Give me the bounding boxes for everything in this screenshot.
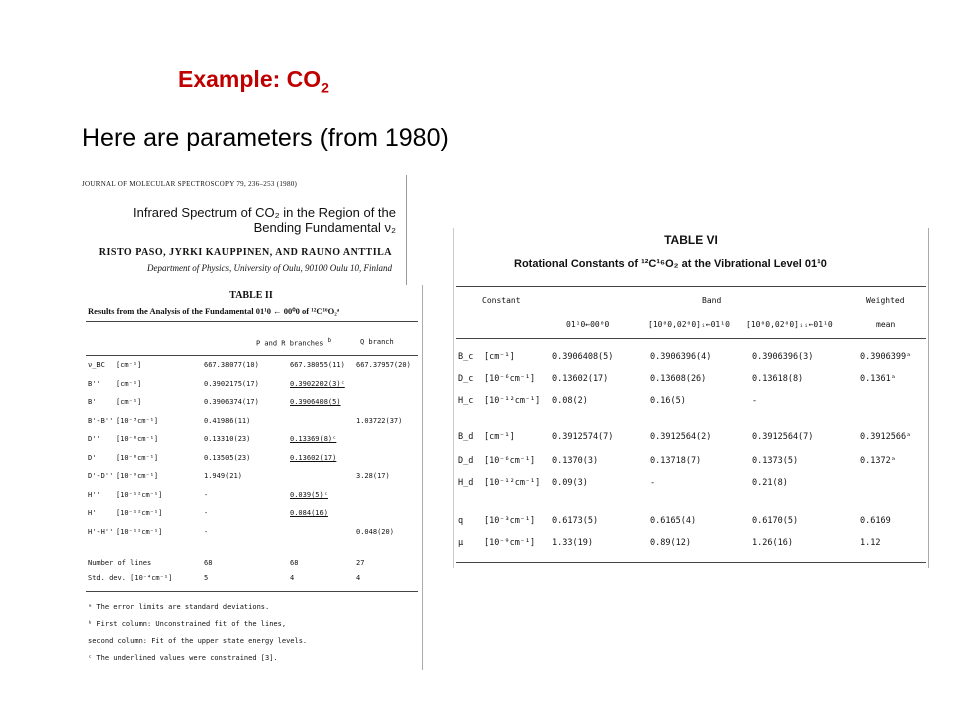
table-cell-value: 0.1373(5) <box>752 456 799 466</box>
table-cell-symbol: ν_BC <box>88 361 105 369</box>
table-row <box>86 472 420 488</box>
table-cell-unit: [10⁻⁶cm⁻¹] <box>116 435 159 443</box>
table-cell-symbol: D'-D'' <box>88 472 114 480</box>
table-cell-symbol: D_c <box>458 374 474 384</box>
table-cell-value: 0.16(5) <box>650 396 686 406</box>
table-cell-value: - <box>204 490 209 499</box>
footnote: ᵃ The error limits are standard deviations. <box>88 603 270 611</box>
table-row <box>86 398 420 414</box>
table-cell-value: 0.084(16) <box>290 509 328 517</box>
footnote: ᶜ The underlined values were constrained [3]. <box>88 654 278 662</box>
table-ii-col-pr <box>256 338 331 347</box>
slide-title <box>178 66 329 96</box>
table-cell-value: 68 <box>290 559 299 567</box>
table-row <box>456 516 926 536</box>
table-vi-col-constant: Constant <box>482 296 521 305</box>
footnote: ᵇ First column: Unconstrained fit of the lines, <box>88 620 287 628</box>
table-cell-value: 4 <box>290 574 295 582</box>
table-cell-value: 1.33(19) <box>552 538 593 548</box>
table-row <box>456 432 926 452</box>
table-cell-label: Number of lines <box>88 559 152 567</box>
table-ii-col-q: Q branch <box>360 338 394 346</box>
table-cell-value: - <box>204 527 209 536</box>
table-cell-value: 3.28(17) <box>356 472 390 480</box>
table-cell-value: 0.1361ᵃ <box>860 374 896 384</box>
table-cell-label: Std. dev. [10⁻⁴cm⁻¹] <box>88 574 173 582</box>
table-cell-unit: [10⁻¹²cm⁻¹] <box>484 478 541 488</box>
table-cell-unit: [10⁻⁶cm⁻¹] <box>116 453 159 462</box>
table-cell-value: 0.1370(3) <box>552 456 599 466</box>
table-cell-value: 0.13618(8) <box>752 374 804 384</box>
table-row <box>456 478 926 498</box>
table-row <box>456 374 926 394</box>
table-cell-unit: [10⁻³cm⁻¹] <box>484 516 536 526</box>
table-vi-caption: Rotational Constants of ¹²C¹⁶O₂ at the Vibrational Level 01¹0 <box>514 258 827 270</box>
table-cell-value: 0.13369(8)ᶜ <box>290 435 337 443</box>
table-row <box>86 380 420 396</box>
table-cell-unit: [cm⁻¹] <box>116 361 142 369</box>
table-cell-symbol: B_d <box>458 432 474 442</box>
table-cell-value: 0.21(8) <box>752 478 788 488</box>
table-ii-caption: Results from the Analysis of the Fundamental 01¹0 ← 00⁰0 of ¹²C¹⁶O₂ᵃ <box>88 306 340 316</box>
table-vi-rule <box>456 286 926 287</box>
table-vi-subcol-1: 01¹0←00⁰0 <box>566 320 610 329</box>
table-cell-symbol: B_c <box>458 352 474 362</box>
table-cell-value: 0.3906396(4) <box>650 352 712 362</box>
table-cell-unit: [cm⁻¹] <box>484 432 515 442</box>
table-cell-value: 0.3906408(5) <box>552 352 614 362</box>
slide-subtitle: Here are parameters (from 1980) <box>82 124 449 152</box>
slide-title-subscript: 2 <box>321 79 329 96</box>
footnote: second column: Fit of the upper state energy levels. <box>88 637 308 645</box>
table-cell-value: 0.41986(11) <box>204 416 251 425</box>
table-cell-unit: [10⁻¹²cm⁻¹] <box>116 527 163 536</box>
table-cell-value: 0.3906374(17) <box>204 398 259 406</box>
table-cell-symbol: H'' <box>88 490 101 499</box>
table-cell-value: 0.6170(5) <box>752 516 799 526</box>
table-ii-col-pr-note: b <box>327 338 332 344</box>
table-cell-symbol: D' <box>88 453 97 462</box>
table-vi-col-mean: mean <box>876 320 896 329</box>
table-cell-unit: [cm⁻¹] <box>116 379 142 388</box>
table-cell-unit: [10⁻⁶cm⁻¹] <box>484 374 536 384</box>
table-cell-value: - <box>752 396 758 406</box>
table-cell-value: 1.03722(37) <box>356 416 403 425</box>
table-cell-symbol: q <box>458 516 464 526</box>
table-cell-value: 0.3902175(17) <box>204 379 259 388</box>
table-cell-symbol: H_d <box>458 478 474 488</box>
table-row <box>86 491 420 507</box>
table-cell-value: 0.89(12) <box>650 538 691 548</box>
table-row <box>86 417 420 433</box>
table-cell-value: 0.13602(17) <box>552 374 609 384</box>
table-vi-subcol-3: [10⁰0,02⁰0]ᵢᵢ←01¹0 <box>746 320 833 329</box>
table-cell-unit: [cm⁻¹] <box>116 398 142 406</box>
table-cell-value: 0.13505(23) <box>204 453 251 462</box>
table-cell-value: 1.26(16) <box>752 538 793 548</box>
table-ii-col-pr-label: P and R branches <box>256 339 324 348</box>
paper-affiliation: Department of Physics, University of Oulu, 90100 Oulu 10, Finland <box>147 263 392 273</box>
table-cell-symbol: H_c <box>458 396 474 406</box>
table-vi-col-band: Band <box>702 296 722 305</box>
table-cell-value: 0.13608(26) <box>650 374 707 384</box>
table-cell-value: 667.38055(11) <box>290 361 345 369</box>
table-vi-rule <box>456 562 926 563</box>
table-cell-value: 0.3906399ᵃ <box>860 352 912 362</box>
table-ii-image <box>80 285 423 670</box>
table-cell-value: 0.08(2) <box>552 396 588 406</box>
paper-header-image <box>80 175 407 286</box>
table-row <box>86 435 420 451</box>
table-row <box>456 352 926 372</box>
table-ii-heading: TABLE II <box>229 290 273 301</box>
table-cell-value: 0.6165(4) <box>650 516 697 526</box>
table-ii-rule <box>86 321 418 322</box>
table-vi-heading: TABLE VI <box>664 233 718 247</box>
table-cell-symbol: B' <box>88 398 97 406</box>
table-cell-value: 5 <box>204 574 209 582</box>
table-ii-rule <box>86 355 418 356</box>
table-cell-unit: [10⁻⁹cm⁻¹] <box>484 538 536 548</box>
table-cell-symbol: μ <box>458 538 464 548</box>
table-cell-value: 0.3912566ᵃ <box>860 432 912 442</box>
table-vi-subcol-2: [10⁰0,02⁰0]ᵢ←01¹0 <box>648 320 730 329</box>
table-cell-unit: [10⁻¹²cm⁻¹] <box>116 490 163 499</box>
table-cell-value: 27 <box>356 559 365 567</box>
table-cell-symbol: B'-B'' <box>88 416 114 425</box>
table-cell-value: 68 <box>204 559 213 567</box>
table-cell-value: 0.6173(5) <box>552 516 599 526</box>
table-cell-value: 0.3912574(7) <box>552 432 614 442</box>
table-cell-symbol: H'-H'' <box>88 527 114 536</box>
table-row <box>86 574 420 590</box>
table-cell-value: 1.12 <box>860 538 881 548</box>
table-cell-value: 0.3902202(3)ᶜ <box>290 379 345 388</box>
table-cell-value: 0.09(3) <box>552 478 588 488</box>
table-cell-unit: [10⁻³cm⁻¹] <box>116 416 159 425</box>
table-cell-value: 0.13602(17) <box>290 453 337 462</box>
table-vi-image <box>453 228 929 568</box>
table-cell-value: 0.048(20) <box>356 527 394 536</box>
table-cell-symbol: B'' <box>88 379 101 388</box>
table-cell-value: 0.13718(7) <box>650 456 702 466</box>
table-cell-value: 0.13310(23) <box>204 435 251 443</box>
paper-title: Infrared Spectrum of CO₂ in the Region of the Bending Fundamental ν₂ <box>132 205 396 235</box>
table-row <box>456 538 926 558</box>
table-cell-value: 0.6169 <box>860 516 891 526</box>
table-cell-value: 1.949(21) <box>204 472 242 480</box>
table-cell-value: - <box>204 509 209 517</box>
journal-citation: JOURNAL OF MOLECULAR SPECTROSCOPY 79, 236–253 (1980) <box>82 180 298 188</box>
table-cell-value: 0.1372ᵃ <box>860 456 896 466</box>
table-cell-value: 667.38077(10) <box>204 361 259 369</box>
table-cell-value: 667.37957(20) <box>356 361 411 369</box>
table-cell-symbol: D_d <box>458 456 474 466</box>
table-row <box>86 528 420 544</box>
table-cell-unit: [10⁻¹²cm⁻¹] <box>484 396 541 406</box>
table-cell-symbol: D'' <box>88 435 101 443</box>
table-cell-value: 0.3912564(7) <box>752 432 814 442</box>
table-cell-value: 0.3906396(3) <box>752 352 814 362</box>
table-cell-value: 0.3906408(5) <box>290 398 341 406</box>
table-cell-value: - <box>650 478 656 488</box>
table-vi-rule <box>456 338 926 339</box>
table-row <box>456 456 926 476</box>
table-cell-value: 0.3912564(2) <box>650 432 712 442</box>
table-cell-unit: [10⁻⁹cm⁻¹] <box>116 472 159 480</box>
table-row <box>86 559 420 575</box>
table-vi-col-weighted: Weighted <box>866 296 905 305</box>
table-row <box>86 361 420 377</box>
table-cell-unit: [cm⁻¹] <box>484 352 515 362</box>
table-row <box>86 454 420 470</box>
table-ii-rule <box>86 591 418 592</box>
paper-authors: RISTO PASO, JYRKI KAUPPINEN, AND RAUNO ANTTILA <box>98 247 392 258</box>
table-row <box>456 396 926 416</box>
table-cell-value: 4 <box>356 574 361 582</box>
table-cell-unit: [10⁻⁶cm⁻¹] <box>484 456 536 466</box>
table-cell-unit: [10⁻¹²cm⁻¹] <box>116 509 163 517</box>
table-row <box>86 509 420 525</box>
table-cell-value: 0.039(5)ᶜ <box>290 490 328 499</box>
table-cell-symbol: H' <box>88 509 97 517</box>
slide-title-text: Example: CO <box>178 66 322 92</box>
